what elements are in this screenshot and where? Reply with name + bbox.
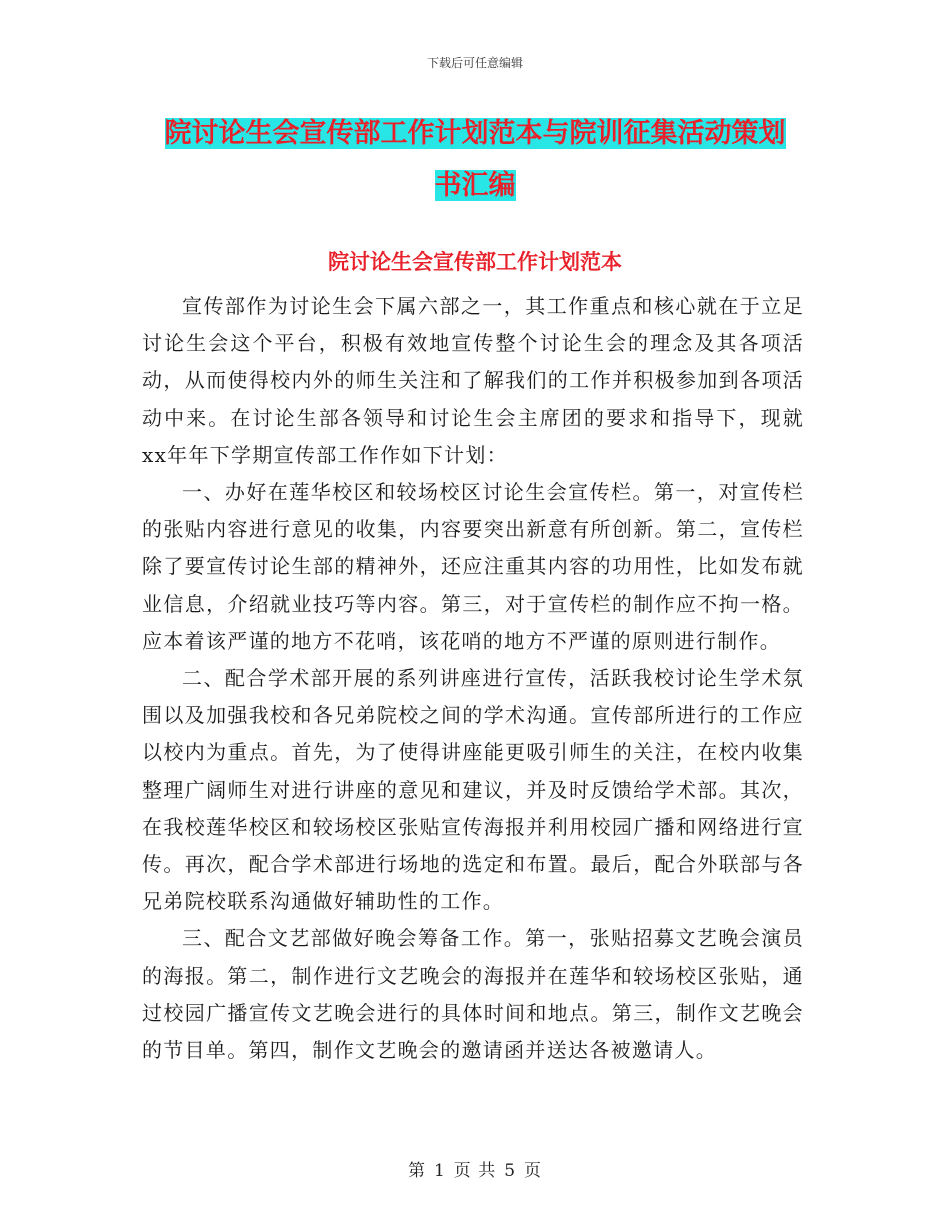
document-title-line-1: 院讨论生会宣传部工作计划范本与院训征集活动策划: [164, 118, 786, 149]
footer-page-total: 5: [504, 1161, 517, 1181]
header-note: 下载后可任意编辑: [426, 56, 523, 70]
paragraph-intro: 宣传部作为讨论生会下属六部之一，其工作重点和核心就在于立足讨论生会这个平台，积极有效地宣传整个讨论生会的理念及其各项活动，从而使得校内外的师生关注和了解我们的工作并积极参加到各项活动中来。在讨论生部各领导和讨论生会主席团的要求和指导下，现就xx年年下学期宣传部工作作如下计划：: [142, 294, 804, 467]
page-footer: [0, 1156, 950, 1181]
footer-prefix: 第: [407, 1161, 426, 1181]
footer-mid: 页 共: [453, 1161, 497, 1181]
paragraph-item-1: 一、办好在莲华校区和较场校区讨论生会宣传栏。第一，对宣传栏的张贴内容进行意见的收集，内容要突出新意有所创新。第二，宣传栏除了要宣传讨论生部的精神外，还应注重其内容的功用性，比如发布就业信息，介绍就业技巧等内容。第三，对于宣传栏的制作应不拘一格。应本着该严谨的地方不花哨，该花哨的地方不严谨的原则进行制作。: [142, 480, 804, 653]
document-title: [150, 108, 800, 212]
paragraph-item-3: 三、配合文艺部做好晚会筹备工作。第一，张贴招募文艺晚会演员的海报。第二，制作进行文艺晚会的海报并在莲华和较场校区张贴，通过校园广播宣传文艺晚会进行的具体时间和地点。第三，制作文艺晚会的节目单。第四，制作文艺晚会的邀请函并送达各被邀请人。: [142, 926, 804, 1063]
document-title-line-2: 书汇编: [434, 170, 516, 201]
section-title: 院讨论生会宣传部工作计划范本: [328, 249, 622, 274]
paragraph-item-2: 二、配合学术部开展的系列讲座进行宣传，活跃我校讨论生学术氛围以及加强我校和各兄弟院校之间的学术沟通。宣传部所进行的工作应以校内为重点。首先，为了使得讲座能更吸引师生的关注，在校内收集整理广阔师生对进行讲座的意见和建议，并及时反馈给学术部。其次，在我校莲华校区和较场校区张贴宣传海报并利用校园广播和网络进行宣传。再次，配合学术部进行场地的选定和布置。最后，配合外联部与各兄弟院校联系沟通做好辅助性的工作。: [142, 666, 804, 914]
body-text: [142, 288, 804, 1069]
footer-suffix: 页: [524, 1161, 543, 1181]
footer-page-current: 1: [433, 1161, 446, 1181]
